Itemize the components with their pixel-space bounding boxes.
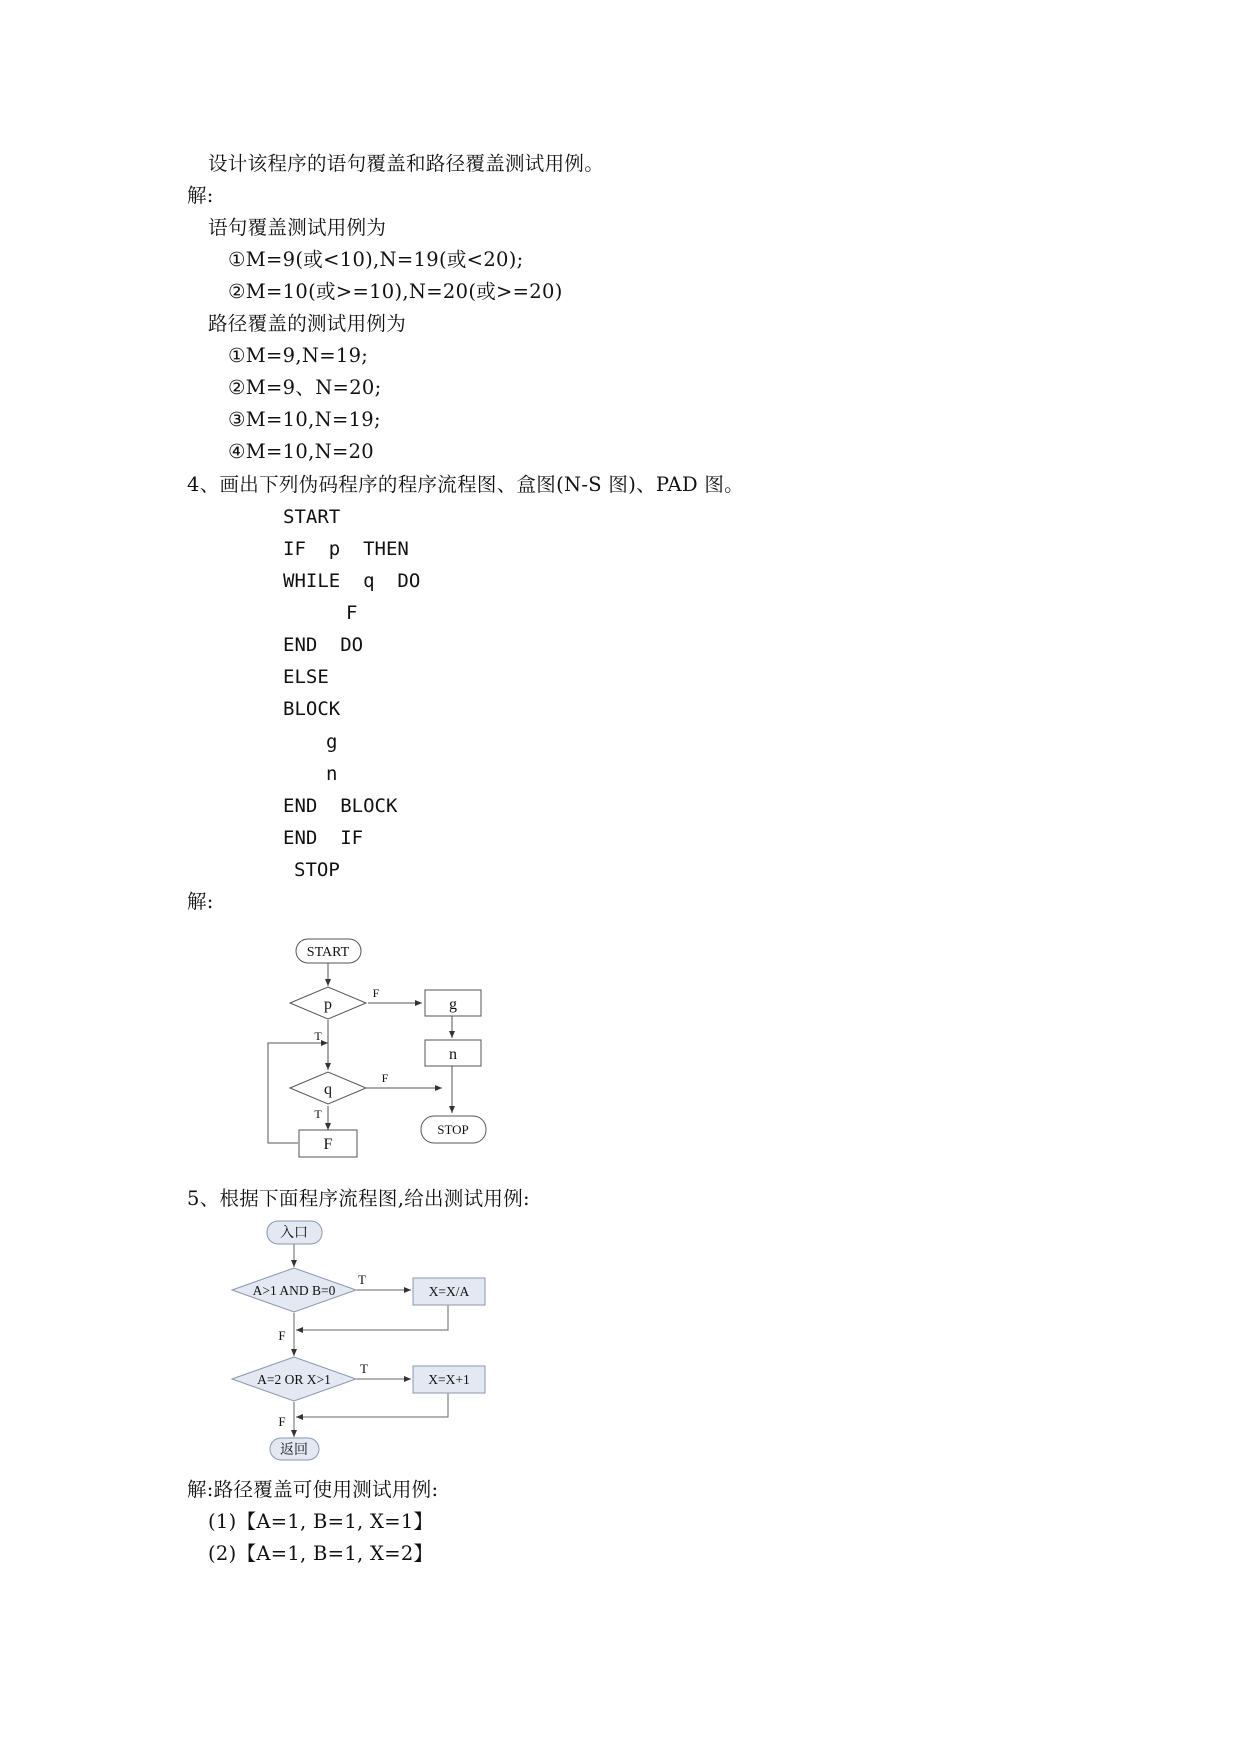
edge-action1-merge — [296, 1302, 448, 1330]
test-case-2: (2)【A=1, B=1, X=2】 — [208, 1542, 434, 1565]
code-line-while: WHILE q DO — [283, 570, 421, 592]
code-line-if: IF p THEN — [283, 538, 409, 560]
entry-label: 入口 — [280, 1226, 308, 1241]
section3-intro: 设计该程序的语句覆盖和路径覆盖测试用例。 — [208, 152, 605, 175]
path-coverage-title: 路径覆盖的测试用例为 — [208, 312, 407, 335]
start-label: START — [306, 945, 350, 960]
statement-case-1: ①M=9(或<10),N=19(或<20); — [228, 248, 524, 271]
p-false-label: F — [372, 986, 380, 1000]
p-true-label: T — [314, 1029, 322, 1043]
path-case-4: ④M=10,N=20 — [228, 440, 375, 463]
statement-case-2: ②M=10(或>=10),N=20(或>=20) — [228, 280, 563, 303]
code-line-f: F — [346, 602, 358, 624]
question-4: 4、画出下列伪码程序的程序流程图、盒图(N-S 图)、PAD 图。 — [187, 473, 744, 496]
code-line-end-block: END BLOCK — [283, 795, 398, 817]
path-case-2: ②M=9、N=20; — [228, 376, 382, 399]
path-case-3: ③M=10,N=19; — [228, 408, 381, 431]
code-line-end-if: END IF — [283, 827, 364, 849]
section4-answer-label: 解: — [187, 890, 214, 913]
cond2-true-label: T — [360, 1361, 368, 1376]
code-line-end-do: END DO — [283, 634, 364, 656]
path-case-1: ①M=9,N=19; — [228, 344, 369, 367]
g-label: g — [449, 996, 457, 1013]
cond2-label: A=2 OR X>1 — [257, 1372, 331, 1387]
code-line-stop: STOP — [294, 859, 340, 881]
q-label: q — [324, 1081, 332, 1098]
cond1-false-label: F — [278, 1328, 286, 1343]
code-line-g: g — [326, 731, 338, 753]
code-line-n: n — [326, 763, 338, 785]
question-5: 5、根据下面程序流程图,给出测试用例: — [187, 1187, 530, 1210]
code-line-else: ELSE — [283, 666, 329, 688]
action1-label: X=X/A — [428, 1284, 470, 1299]
p-label: p — [324, 996, 332, 1013]
test-case-1: (1)【A=1, B=1, X=1】 — [208, 1510, 434, 1533]
edge-action2-merge — [296, 1392, 448, 1417]
section3-answer-label: 解: — [187, 184, 214, 207]
q-true-label: T — [314, 1107, 322, 1121]
code-line-block: BLOCK — [283, 698, 341, 720]
section5-answer: 解:路径覆盖可使用测试用例: — [187, 1478, 439, 1501]
stop-label: STOP — [437, 1122, 469, 1137]
n-label: n — [449, 1046, 457, 1063]
cond1-label: A>1 AND B=0 — [252, 1283, 336, 1298]
cond1-true-label: T — [358, 1272, 366, 1287]
exit-label: 返回 — [280, 1443, 308, 1458]
f-label: F — [323, 1136, 333, 1153]
q-false-label: F — [381, 1071, 389, 1085]
cond2-false-label: F — [278, 1414, 286, 1429]
statement-coverage-title: 语句覆盖测试用例为 — [208, 216, 387, 239]
action2-label: X=X+1 — [428, 1372, 470, 1387]
code-line-start: START — [283, 506, 341, 528]
